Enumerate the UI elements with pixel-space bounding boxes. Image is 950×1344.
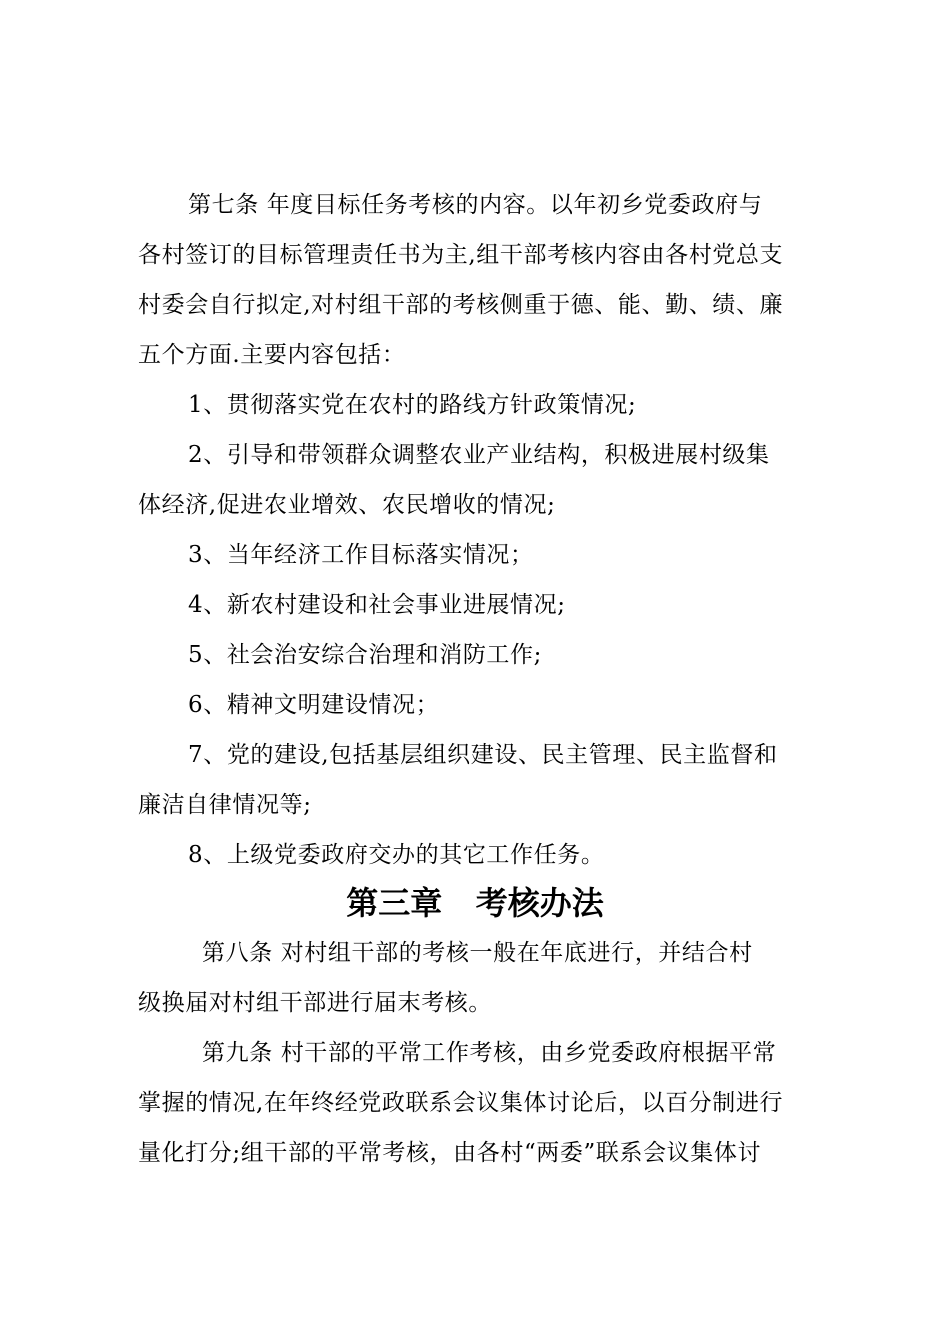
article7-line-3: 村委会自行拟定,对村组干部的考核侧重于德、能、勤、绩、廉: [138, 292, 784, 318]
item-2-line-2: 体经济,促进农业增效、农民增收的情况;: [138, 492, 556, 518]
article9-line-2: 掌握的情况,在年终经党政联系会议集体讨论后，以百分制进行: [138, 1090, 784, 1116]
article7-line-4: 五个方面.主要内容包括：: [138, 342, 406, 368]
item-5-line-1: 5、社会治安综合治理和消防工作;: [188, 642, 542, 668]
article9-line-1: 第九条 村干部的平常工作考核，由乡党委政府根据平常: [202, 1040, 777, 1066]
article7-line-2: 各村签订的目标管理责任书为主,组干部考核内容由各村党总支: [138, 242, 784, 268]
article9-line-3: 量化打分;组干部的平常考核，由各村“两委”联系会议集体讨: [138, 1140, 762, 1166]
article7-line-1: 第七条 年度目标任务考核的内容。以年初乡党委政府与: [188, 192, 763, 218]
item-1-line-1: 1、贯彻落实党在农村的路线方针政策情况;: [188, 392, 637, 418]
item-7-line-1: 7、党的建设,包括基层组织建设、民主管理、民主监督和: [188, 742, 778, 768]
item-7-line-2: 廉洁自律情况等;: [138, 792, 312, 818]
chapter-heading: 第三章 考核办法: [346, 884, 604, 922]
item-4-line-1: 4、新农村建设和社会事业进展情况;: [188, 592, 566, 618]
item-8-line-1: 8、上级党委政府交办的其它工作任务。: [188, 842, 605, 868]
article8-line-2: 级换届对村组干部进行届末考核。: [138, 990, 492, 1016]
item-2-line-1: 2、引导和带领群众调整农业产业结构，积极进展村级集: [188, 442, 770, 468]
article8-line-1: 第八条 对村组干部的考核一般在年底进行，并结合村: [202, 940, 753, 966]
item-6-line-1: 6、精神文明建设情况；: [188, 692, 440, 718]
item-3-line-1: 3、当年经济工作目标落实情况；: [188, 542, 534, 568]
